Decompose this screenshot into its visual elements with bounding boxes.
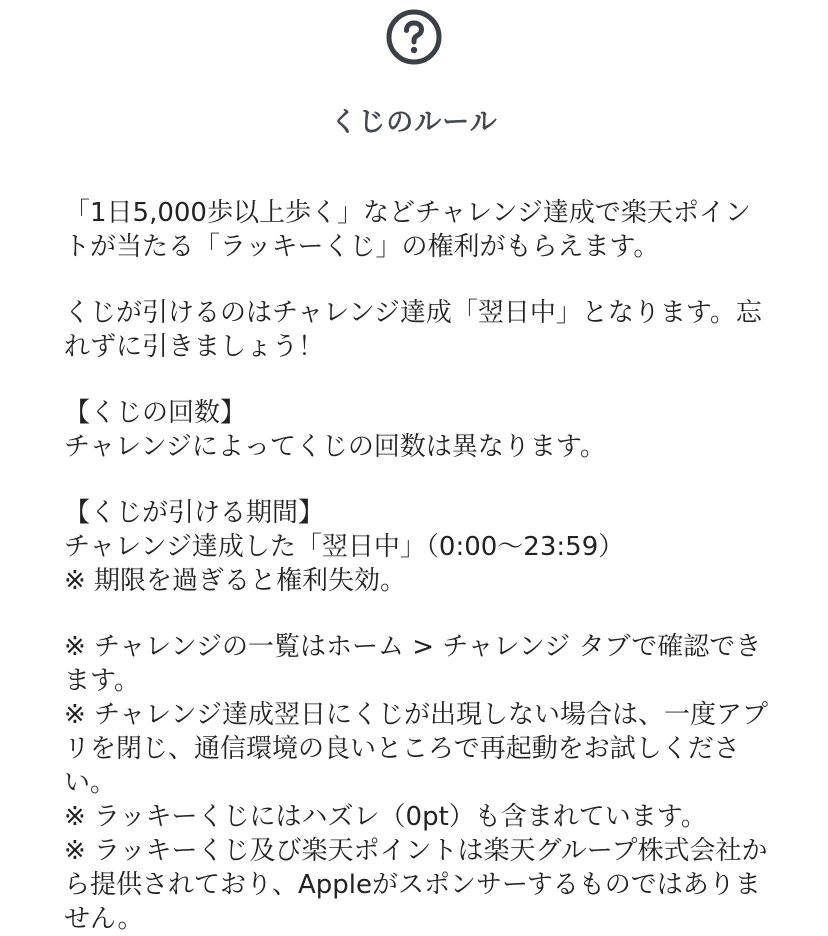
lottery-count-body: チャレンジによってくじの回数は異なります。 xyxy=(64,432,606,462)
lottery-period-note: ※ 期限を過ぎると権利失効。 xyxy=(64,566,407,596)
rules-content xyxy=(64,196,776,936)
lottery-count-section xyxy=(64,396,776,464)
intro-paragraph: 「1日5,000歩以上歩く」などチャレンジ達成で楽天ポイントが当たる「ラッキーくじ」の権利がもらえます。 xyxy=(64,198,751,262)
page-title: くじのルール xyxy=(330,107,498,138)
lottery-period-heading: 【くじが引ける期間】 xyxy=(64,498,325,528)
notes-section xyxy=(64,630,776,936)
lottery-period-body: チャレンジ達成した「翌日中」（0:00〜23:59） xyxy=(64,532,625,562)
note-item: ※ ラッキーくじにはハズレ（0pt）も含まれています。 xyxy=(64,802,707,832)
deadline-paragraph: くじが引けるのはチャレンジ達成「翌日中」となります。忘れずに引きましょう！ xyxy=(64,298,762,362)
note-item: ※ ラッキーくじ及び楽天ポイントは楽天グループ株式会社から提供されており、Appleがスポンサーするものではありません。 xyxy=(64,836,768,934)
note-item: ※ チャレンジの一覧はホーム > チャレンジ タブで確認できます。 xyxy=(64,632,762,696)
help-circle-icon xyxy=(385,8,443,66)
lottery-period-section xyxy=(64,496,776,598)
lottery-count-heading: 【くじの回数】 xyxy=(64,398,247,428)
note-item: ※ チャレンジ達成翌日にくじが出現しない場合は、一度アプリを閉じ、通信環境の良いところで再起動をお試しください。 xyxy=(64,700,768,798)
